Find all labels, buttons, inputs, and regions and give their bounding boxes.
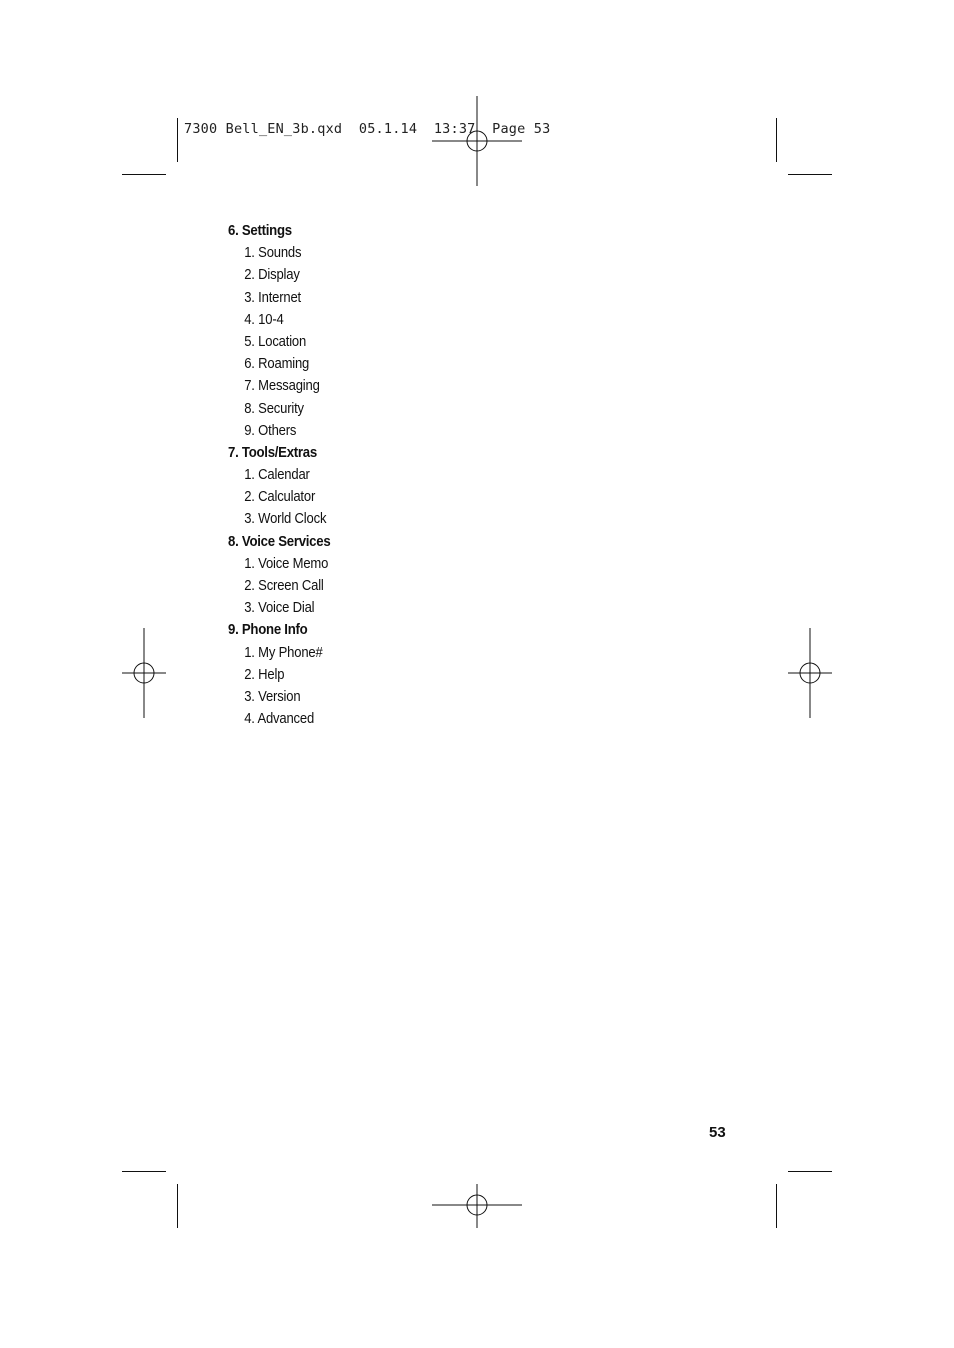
menu-section-settings	[228, 220, 344, 442]
menu-item: 7. Messaging	[244, 378, 320, 395]
page-number: 53	[709, 1124, 726, 1141]
section-title: 6. Settings	[228, 222, 292, 239]
printer-slug-line: 7300 Bell_EN_3b.qxd 05.1.14 13:37 Page 53	[184, 121, 551, 137]
menu-item: 2. Screen Call	[244, 578, 324, 594]
menu-item: 3. Version	[244, 688, 301, 705]
crop-mark-top-right-horizontal	[788, 174, 832, 175]
menu-section-voice-services	[228, 531, 344, 620]
menu-item: 1. Voice Memo	[244, 555, 329, 572]
menu-item: 3. Voice Dial	[244, 600, 315, 617]
menu-item: 1. Sounds	[244, 245, 302, 262]
registration-mark-bottom-icon	[432, 1184, 522, 1228]
menu-item: 9. Others	[244, 422, 297, 439]
registration-mark-top-icon	[432, 96, 522, 186]
crop-mark-bottom-right-vertical	[776, 1184, 777, 1228]
crop-mark-top-left-horizontal	[122, 174, 166, 175]
crop-mark-top-left-vertical	[177, 118, 178, 162]
menu-item: 4. 10-4	[244, 311, 284, 328]
crop-mark-top-right-vertical	[776, 118, 777, 162]
menu-item: 6. Roaming	[244, 356, 310, 373]
crop-mark-bottom-left-vertical	[177, 1184, 178, 1228]
menu-item: 3. World Clock	[244, 511, 327, 528]
menu-item: 1. My Phone#	[244, 644, 323, 661]
menu-item: 2. Help	[244, 666, 285, 683]
menu-section-tools-extras	[228, 442, 344, 531]
menu-item: 1. Calendar	[244, 467, 310, 484]
menu-item: 5. Location	[244, 333, 307, 350]
section-title: 9. Phone Info	[228, 621, 308, 639]
menu-item: 8. Security	[244, 400, 304, 417]
crop-mark-bottom-left-horizontal	[122, 1171, 166, 1172]
section-title: 8. Voice Services	[228, 532, 331, 550]
menu-item: 3. Internet	[244, 289, 301, 306]
menu-item: 2. Calculator	[244, 489, 316, 506]
registration-mark-right-icon	[788, 628, 832, 718]
menu-item: 4. Advanced	[244, 711, 315, 728]
menu-section-phone-info	[228, 619, 344, 730]
crop-mark-bottom-right-horizontal	[788, 1171, 832, 1172]
menu-item: 2. Display	[244, 267, 300, 284]
menu-tree	[228, 220, 344, 730]
registration-mark-left-icon	[122, 628, 166, 718]
section-title: 7. Tools/Extras	[228, 443, 317, 461]
